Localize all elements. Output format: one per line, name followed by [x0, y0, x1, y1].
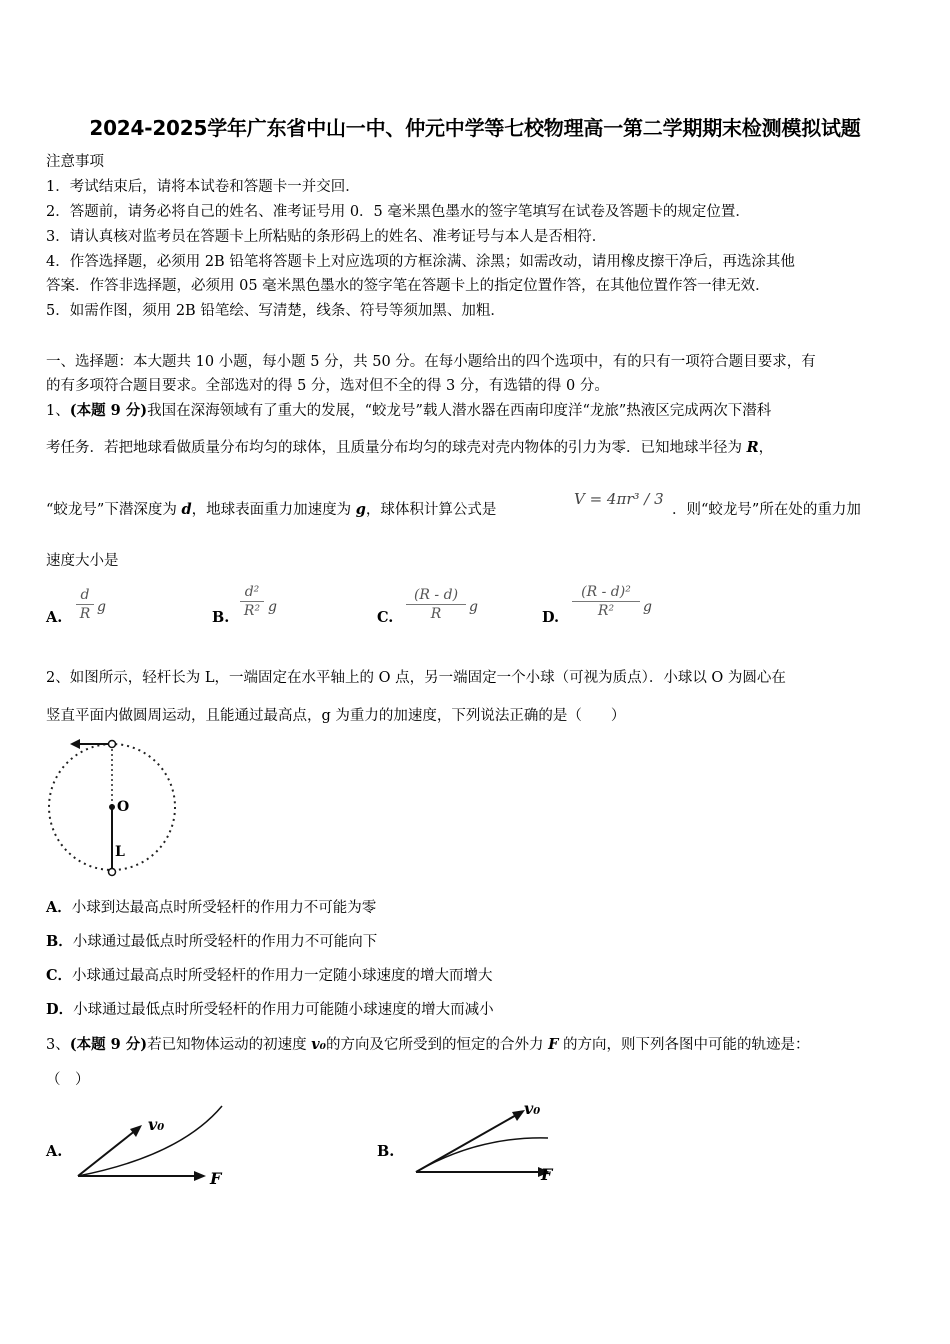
q3-option-a-letter: A. — [46, 1143, 63, 1160]
option-letter: B． — [46, 933, 73, 950]
q1-var-d: d — [181, 501, 192, 518]
q3-text: 若已知物体运动的初速度 — [147, 1037, 312, 1053]
option-text: 小球通过最高点时所受轻杆的作用力一定随小球速度的增大而增大 — [72, 968, 493, 984]
fraction-numerator: (R - d)² — [581, 584, 631, 600]
q1-text: ， — [758, 440, 774, 456]
label-o: O — [117, 799, 130, 815]
q3-option-b-letter: B. — [377, 1143, 395, 1160]
q2-line2: 竖直平面内做圆周运动，且能通过最高点，g 为重力的加速度，下列说法正确的是（ ） — [46, 708, 626, 724]
q3-number: 3、 — [46, 1037, 70, 1053]
q1-option-a-letter: A. — [46, 609, 63, 626]
q3-var-v0: v₀ — [311, 1036, 327, 1053]
label-f: F — [541, 1165, 553, 1184]
q1-option-c-g: g — [469, 599, 478, 615]
option-letter: A． — [46, 899, 72, 916]
label-f: F — [210, 1169, 222, 1188]
q2-option-d — [46, 1000, 494, 1020]
fraction-denominator: R — [430, 606, 442, 622]
option-text: 小球通过最低点时所受轻杆的作用力可能随小球速度的增大而减小 — [73, 1002, 494, 1018]
q1-option-c-fraction — [406, 587, 466, 622]
q1-line4: 速度大小是 — [46, 553, 119, 569]
q3-text: 的方向及它所受到的恒定的合外力 — [326, 1037, 549, 1053]
q1-text: ，球体积计算公式是 — [365, 502, 497, 518]
q1-option-d-fraction — [572, 584, 640, 619]
q1-line3 — [46, 500, 496, 520]
option-text: 小球通过最低点时所受轻杆的作用力不可能向下 — [72, 934, 378, 950]
fraction-denominator: R² — [597, 603, 615, 619]
pivot-point — [109, 804, 115, 810]
q1-text: 考任务．若把地球看做质量分布均匀的球体，且质量分布均匀的球壳对壳内物体的引力为零．已知地球半径为 — [46, 440, 747, 456]
fraction-denominator: R² — [243, 603, 261, 619]
q1-volume-formula: V = 4πr³ / 3 — [574, 490, 664, 508]
label-l: L — [115, 844, 125, 860]
trajectory-curve — [416, 1138, 548, 1172]
q1-text: ，地球表面重力加速度为 — [191, 502, 356, 518]
q3-paren: （ ） — [46, 1072, 90, 1088]
q3-text: 的方向，则下列各图中可能的轨迹是： — [558, 1037, 810, 1053]
option-text: 小球到达最高点时所受轻杆的作用力不可能为零 — [71, 900, 377, 916]
label-v0: v₀ — [524, 1099, 541, 1118]
q2-option-b — [46, 932, 377, 952]
ball-top — [109, 741, 116, 748]
q1-var-g: g — [355, 501, 366, 518]
ball-bottom — [109, 869, 116, 876]
q3-score: (本题 9 分) — [69, 1036, 148, 1053]
q1-number: 1、 — [46, 403, 70, 419]
q1-option-d-g: g — [643, 599, 652, 615]
q1-option-c-letter: C. — [377, 609, 394, 626]
q3-var-f: F — [548, 1036, 559, 1053]
q1-option-a-fraction — [76, 587, 94, 622]
q1-text: 我国在深海领域有了重大的发展，“蛟龙号”载人潜水器在西南印度洋“龙旅”热液区完成两次下潜科 — [147, 403, 772, 419]
q1-option-d-letter: D. — [542, 609, 560, 626]
q1-line3-end: ．则“蛟龙号”所在处的重力加 — [672, 502, 861, 518]
arrow-head-icon — [130, 1125, 142, 1137]
option-letter: D． — [46, 1001, 74, 1018]
fraction-denominator: R — [79, 606, 91, 622]
arrow-head-icon — [194, 1171, 206, 1181]
label-v0: v₀ — [148, 1115, 165, 1134]
fraction-numerator: d² — [244, 584, 260, 600]
notice-item: 1．考试结束后，请将本试卷和答题卡一并交回． — [46, 179, 360, 195]
notice-heading: 注意事项 — [46, 154, 104, 170]
q1-option-b-g: g — [268, 599, 277, 615]
notice-item: 答案．作答非选择题，必须用 05 毫米黑色墨水的签字笔在答题卡上的指定位置作答，在其他位置作答一律无效． — [46, 278, 770, 294]
q3-option-b-diagram — [408, 1098, 578, 1193]
option-letter: C． — [46, 967, 73, 984]
notice-item: 2．答题前，请务必将自己的姓名、准考证号用 0．5 毫米黑色墨水的签字笔填写在试卷及答题卡的规定位置． — [46, 204, 750, 220]
q1-option-b-letter: B. — [212, 609, 230, 626]
section-heading-line: 一、选择题：本大题共 10 小题，每小题 5 分，共 50 分。在每小题给出的四个选项中，有的只有一项符合题目要求，有 — [46, 354, 816, 370]
q1-line2 — [46, 438, 773, 458]
q1-option-a-g: g — [97, 599, 106, 615]
q3-option-a-diagram — [70, 1100, 240, 1195]
fraction-numerator: d — [80, 587, 90, 603]
q1-var-r: R — [746, 439, 759, 456]
q2-circle-figure — [44, 734, 184, 880]
q1-text: “蛟龙号”下潜深度为 — [46, 502, 182, 518]
q1-option-b-fraction — [240, 584, 264, 619]
page-title: 2024-2025学年广东省中山一中、仲元中学等七校物理高一第二学期期末检测模拟试题 — [89, 116, 861, 140]
notice-item: 5．如需作图，须用 2B 铅笔绘、写清楚，线条、符号等须加黑、加粗． — [46, 303, 505, 319]
fraction-numerator: (R - d) — [413, 587, 459, 603]
q2-line1: 2、如图所示，轻杆长为 L，一端固定在水平轴上的 O 点，另一端固定一个小球（可视为质点）．小球以 O 为圆心在 — [46, 670, 786, 686]
arrow-head-icon — [70, 739, 80, 749]
q2-option-a — [46, 898, 376, 918]
q3-line1 — [46, 1035, 810, 1055]
q1-score: (本题 9 分) — [69, 402, 148, 419]
notice-item: 3．请认真核对监考员在答题卡上所粘贴的条形码上的姓名、准考证号与本人是否相符． — [46, 229, 607, 245]
section-heading-line: 的有多项符合题目要求。全部选对的得 5 分，选对但不全的得 3 分，有选错的得 0 分。 — [46, 378, 609, 394]
q2-option-c — [46, 966, 493, 986]
notice-item: 4．作答选择题，必须用 2B 铅笔将答题卡上对应选项的方框涂满、涂黑；如需改动，请用橡皮擦干净后，再选涂其他 — [46, 254, 795, 270]
q1-line1 — [46, 401, 771, 421]
